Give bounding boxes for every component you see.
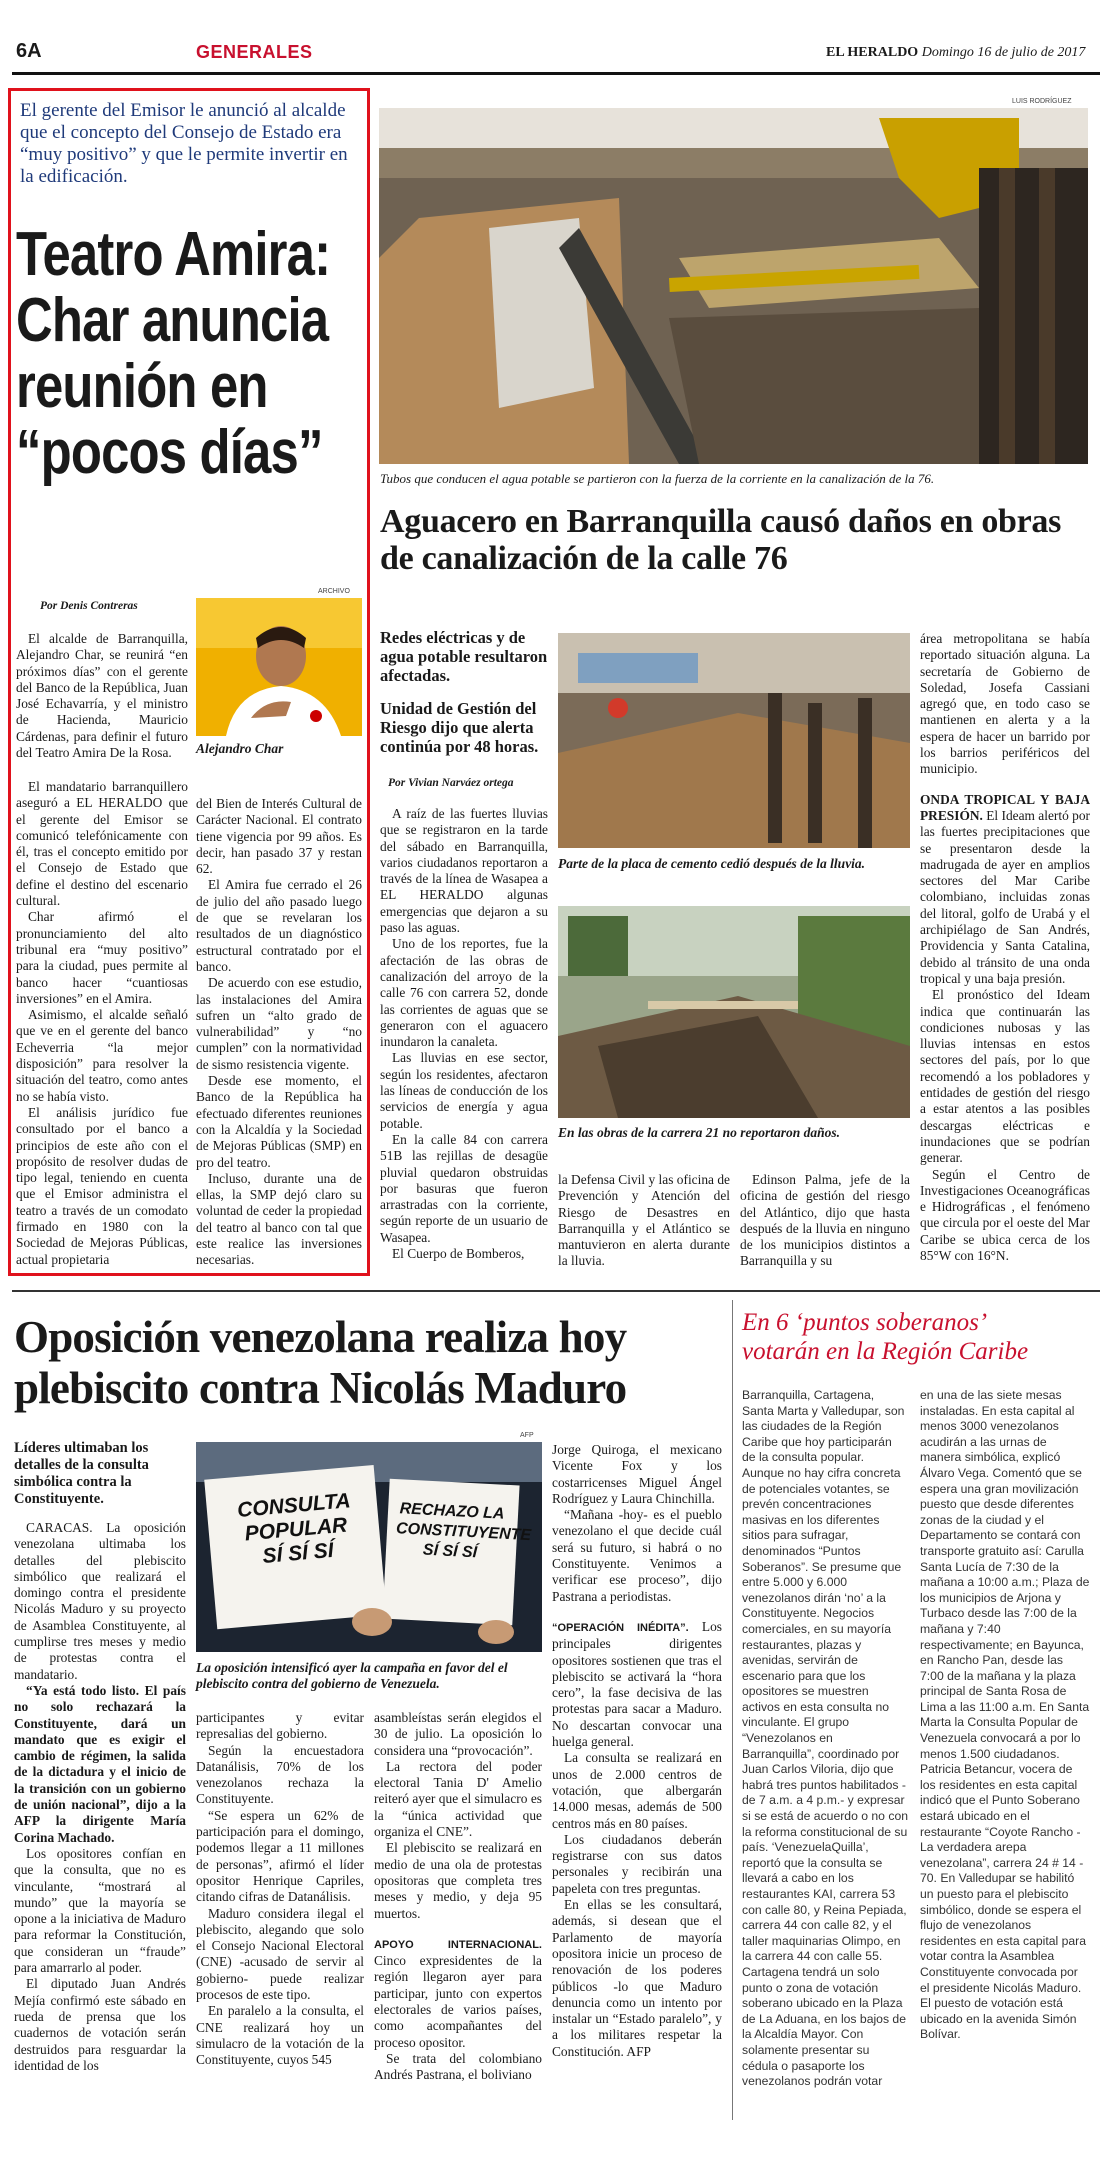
amira-title-line4: “pocos días” (16, 418, 323, 487)
paragraph: Asimismo, el alcalde señaló que ve en el gerente del banco Echeverria “la mejor disposición” para resolver la situación del teatro, como antes no se había visto. (16, 1007, 188, 1104)
kicker-text: El Ideam alertó por las fuertes precipitaciones que se presentaron desde la madrugada de ayer en amplios sectores del Mar Caribe colombiano, incluidas zonas del litoral, golfo de Urabá y el archipiélago de San Andrés, Providencia y Santa Catalina, debido al tránsito de una onda tropical y una baja presión. (920, 807, 1090, 986)
sign-rechazo-constituyente: RECHAZO LA CONSTITUYENTE SÍ SÍ SÍ (395, 1500, 532, 1562)
paragraph: “Ya está todo listo. El país no solo rechazará la Constituyente, dará un mandato que es exigir el cambio de régimen, la salida de la dictadura y el inicio de la transición con un gobierno de unión nacional”, dijo a la AFP la dirigente María Corina Machado. (14, 1682, 186, 1845)
puntos-title-line2: votarán en la Región Caribe (742, 1338, 1029, 1365)
venezuela-column2 (196, 1710, 364, 2069)
paragraph: área metropolitana se había reportado situación alguna. La secretaría de Gobierno de Soledad, Josefa Cassiani agregó que, en todo caso se mantienen en alerta y a la espera de hacer un barrido por los barrios periféricos del municipio. (920, 631, 1090, 777)
paragraph (552, 1619, 722, 1750)
paragraph: El Cuerpo de Bomberos, (392, 1246, 525, 1262)
aguacero-column3-bottom: Edinson Palma, jefe de la oficina de gestión del riesgo del Atlántico, dijo que hasta después de la lluvia en ninguno de los municipios distintos a Barranquilla y su (740, 1172, 910, 1269)
paragraph: Los ciudadanos deberán registrarse con sus datos personales y recibirán una papeleta con tres preguntas. (552, 1831, 722, 1896)
paragraph: El Amira fue cerrado el 26 de julio del año pasado luego de que se revelaran los resultados de un diagnóstico estructural contratado por el banco. (196, 877, 362, 974)
section-divider (12, 1290, 1100, 1292)
carrera21-works-photo (558, 906, 910, 1118)
paragraph: Maduro considera ilegal el plebiscito, alegando que solo el Consejo Nacional Electoral (CNE) -acusado de servir al gobierno- puede realizar procesos de este tipo. (196, 1905, 364, 2003)
masthead (826, 45, 1085, 61)
venezuela-column3 (374, 1710, 542, 2084)
carrera21-caption: En las obras de la carrera 21 no reportaron daños. (558, 1125, 841, 1140)
page-number: 6A (16, 40, 42, 62)
kicker-text: Cinco expresidentes de la región llegaron ayer para participar, junto con expertos electorales de varios países, como acompañantes del proceso opositor. (374, 1953, 542, 2050)
cement-slab-photo (558, 633, 910, 848)
paragraph: El análisis jurídico fue consultado por el banco a principios de este año con el propósito de resolver dudas de tipo legal, teniendo en cuenta que el Emisor administra el teatro a través de un comodato firmado en 1980 con la Sociedad de Mejoras Públicas, actual propietaria (16, 1104, 188, 1267)
amira-title-line3: reunión en (16, 352, 268, 421)
paragraph: participantes y evitar represalias del gobierno. (196, 1710, 364, 1742)
aguacero-column2-bottom: la Defensa Civil y las oficina de Prevención y Atención del Riesgo de Desastres en Barranquilla y el Atlántico se mantuvieron en alerta durante la lluvia. (558, 1172, 730, 1269)
paragraph: La consulta se realizará en unos de 2.000 centros de votación, que albergarán 14.000 mesas, además de 500 centros más en 80 países. (552, 1750, 722, 1831)
section-label: GENERALES (196, 42, 313, 62)
venezuela-subhead: Líderes ultimaban los detalles de la consulta simbólica contra la Constituyente. (14, 1440, 149, 1507)
puntos-headline (742, 1308, 1092, 1366)
onda-tropical-kicker: ONDA TROPICAL Y BAJA PRESIÓN. (920, 791, 1090, 823)
amira-summary: El gerente del Emisor le anunció al alcalde que el concepto del Consejo de Estado era “muy positivo” y que le permite invertir en la edificación. (20, 100, 348, 187)
aguacero-photo-credit: LUIS RODRÍGUEZ (1012, 98, 1072, 105)
canalization-photo-caption: Tubos que conducen el agua potable se partieron con la fuerza de la corriente en la canalización de la 76. (380, 471, 935, 486)
paragraph: asambleístas serán elegidos el 30 de julio. La oposición lo considera una “provocación”. (374, 1710, 542, 1758)
sign-consulta-popular: CONSULTA POPULAR SÍ SÍ SÍ (236, 1489, 352, 1568)
amira-headline (16, 222, 366, 486)
apoyo-internacional-kicker: APOYO INTERNACIONAL. (374, 1938, 542, 1951)
kicker-text: Los principales dirigentes opositores sostienen que tras el plebiscito se activará la “hora cero”, la fase decisiva de las protestas para sacar a Maduro. No descartan convocar una huelga general. (552, 1618, 722, 1750)
aguacero-headline: Aguacero en Barranquilla causó daños en obras de canalización de la calle 76 (380, 503, 1062, 577)
amira-column2 (196, 796, 362, 1269)
paragraph: CARACAS. La oposición venezolana ultimaba los detalles del plebiscito simbólico que realizará el domingo contra el presidente Nicolás Maduro y su proyecto de Asamblea Constituyente, al cumplirse tres meses y medio de protestas contra el mandatario. (14, 1520, 186, 1682)
paragraph: En paralelo a la consulta, el CNE realizará hoy un simulacro de la votación de la Constituyente, cuyos 545 (196, 2003, 364, 2068)
amira-photo-credit: ARCHIVO (318, 588, 350, 595)
paragraph: En ellas se les consultará, además, si desean que el Parlamento de mayoría opositora inicie un proceso de renovación de los poderes públicos -lo que Maduro denuncia como un intento por instalar un “Estado paralelo”, y a los militares respetar la Constitución. AFP (552, 1897, 722, 2059)
paragraph: Los opositores confían en que la consulta, que no es vinculante, “mostrará al mundo” que la mayoría se opone a la iniciativa de Maduro para reformar la Constitución, que consideran un “fraude” para amarrarlo al poder. (14, 1845, 186, 1976)
puntos-box-rule (732, 1300, 733, 2120)
paragraph: De acuerdo con ese estudio, las instalaciones del Amira sufren un “alto grado de vulnerabilidad” y “no cumplen” con la normatividad de sismo resistencia vigente. (196, 975, 362, 1072)
paragraph (920, 792, 1090, 988)
paragraph: El plebiscito se realizará en medio de una ola de protestas opositoras que completa tres meses y medio, y deja 95 muertos. (374, 1840, 542, 1921)
header-rule (12, 72, 1100, 75)
amira-column1-top: El alcalde de Barranquilla, Alejandro Char, se reunirá “en próximos días” con el gerente del Banco de la República, Juan José Echavarría, y el ministro de Hacienda, Mauricio Cárdenas, para definir el futuro del Teatro Amira De la Rosa. (16, 631, 188, 761)
amira-column1-bottom (16, 779, 188, 1268)
aguacero-column1 (380, 806, 548, 1262)
venezuela-column1 (14, 1520, 186, 2074)
paragraph: “Se espera un 62% de participación para el domingo, podemos llegar a 11 millones de personas”, afirmó el líder opositor Henrique Capriles, citando cifras de Datanálisis. (196, 1807, 364, 1905)
aguacero-subhead1: Redes eléctricas y de agua potable resultaron afectadas. (380, 628, 548, 685)
paragraph (374, 1936, 542, 2051)
paragraph: Según el Centro de Investigaciones Oceanográficas e Hidrográficas , el fenómeno que circula por el oeste del Mar Caribe se ubica cerca de los 85°W con 16°N. (920, 1166, 1090, 1263)
paragraph: Se trata del colombiano Andrés Pastrana, el boliviano (374, 2050, 542, 2083)
paragraph: La rectora del poder electoral Tania D' Amelio reiteró ayer que el simulacro es la “única actividad que organiza el CNE”. (374, 1758, 542, 1840)
paragraph: Las lluvias en ese sector, según los residentes, afectaron las líneas de conducción de los servicios de energía y agua potable. (380, 1050, 548, 1131)
paragraph: El pronóstico del Ideam indica que continuarán las condiciones nubosas y las lluvias intensas en estos sectores del país, por lo que recomendó a los pobladores y entidades de gestión del riesgo a estar atentos a las posibles descargas eléctricas e inundaciones que se podrían generar. (920, 987, 1090, 1166)
paragraph: “Mañana -hoy- es el pueblo venezolano el que decide cuál será su futuro, si habrá o no Constituyente. Venimos a verificar ese proceso”, dijo Pastrana a periodistas. (552, 1507, 722, 1604)
paragraph: Según la encuestadora Datanálisis, 70% de los venezolanos rechaza la Constituyente. (196, 1742, 364, 1807)
paragraph: Jorge Quiroga, el mexicano Vicente Fox y los costarricenses Miguel Ángel Rodríguez y Laura Chinchilla. (552, 1442, 722, 1506)
protest-photo-caption: La oposición intensificó ayer la campaña en favor del el plebiscito contra del gobierno de Venezuela. (196, 1660, 508, 1691)
venezuela-column4 (552, 1442, 722, 2060)
aguacero-subhead2: Unidad de Gestión del Riesgo dijo que alerta continúa por 48 horas. (380, 699, 539, 756)
paragraph: Incluso, durante una de ellas, la SMP dejó claro su voluntad de ceder la propiedad del teatro al banco con tal que este realice las inversiones necesarias. (196, 1170, 362, 1268)
cement-slab-caption: Parte de la placa de cemento cedió después de la lluvia. (558, 856, 866, 871)
amira-title-line1: Teatro Amira: (16, 220, 331, 289)
aguacero-column4 (920, 631, 1090, 1264)
venezuela-headline: Oposición venezolana realiza hoy plebiscito contra Nicolás Maduro (14, 1312, 627, 1413)
canalization-photo (379, 108, 1088, 464)
paragraph: El diputado Juan Andrés Mejía confirmó este sábado en rueda de prensa que los cuadernos de votación serán destruidos para resguardar la identidad de los (14, 1976, 186, 2073)
puntos-title-line1: En 6 ‘puntos soberanos’ (742, 1309, 988, 1336)
venezuela-photo-credit: AFP (520, 1432, 534, 1439)
paragraph: En la calle 84 con carrera 51B las rejillas de desagüe pluvial quedaron obstruidas por basuras que fueron arrastradas con la corriente, según reporte de un usuario de Wasapea. (380, 1131, 548, 1245)
puntos-column1: Barranquilla, Cartagena, Santa Marta y Valledupar, son las ciudades de la Región Caribe que hoy participarán de la consulta popular. Aunque no hay cifra concreta de potenciales votantes, se prevén concentraciones masivas en los diferentes sitios para sufragar, denominados “Puntos Soberanos”. Se presume que entre 5.000 y 6.000 venezolanos dirán ‘no’ a la Constituyente. Negocios comerciales, en su mayoría restaurantes, plazas y avenidas, servirán de escenario para que los opositores se muestren activos en esta consulta no vinculante. El grupo “Venezolanos en Barranquilla”, coordinado por Juan Carlos Viloria, dijo que habrá tres puntos habilitados -de 7 a.m. a 4 p.m.- y expresar si se está de acuerdo o no con la reforma constitucional de su país. ‘VenezuelaQuilla’, reportó que la consulta se llevará a cabo en los restaurantes KAI, carrera 53 con calle 80, y Reina Pepiada, carrera 44 con calle 82, y el taller maquinarias Olimpo, en la carrera 44 con calle 55. Cartagena tendrá un solo punto o zona de votación soberano ubicado en la Plaza de La Aduana, en los bajos de la Alcaldía Mayor. Con solamente presentar su cédula o pasaporte los venezolanos podrán votar (742, 1388, 908, 2089)
paragraph: del Bien de Interés Cultural de Carácter Nacional. El contrato tiene vigencia por 99 años. Es decir, han pasado 37 y restan 62. (196, 796, 362, 877)
paragraph: El mandatario barranquillero aseguró a EL HERALDO que el gerente del Emisor se comunicó telefónicamente con él, tras el concepto emitido por el Consejo de Estado que define el destino del escenario cultural. (16, 779, 188, 909)
issue-date: Domingo 16 de julio de 2017 (921, 45, 1086, 60)
operacion-inedita-kicker: “OPERACIÓN INÉDITA”. (552, 1621, 689, 1634)
paragraph: Desde ese momento, el Banco de la República ha efectuado diferentes reuniones con la Alcaldía y la Sociedad de Mejoras Públicas (SMP) en pro del teatro. (196, 1073, 362, 1170)
aguacero-byline: Por Vivian Narváez ortega (388, 777, 514, 789)
amira-photo-caption: Alejandro Char (196, 741, 284, 756)
paper-name: EL HERALDO (826, 45, 919, 60)
amira-byline: Por Denis Contreras (40, 600, 138, 612)
alejandro-char-photo (196, 598, 362, 736)
paragraph: A raíz de las fuertes lluvias que se registraron en la tarde del sábado en Barranquilla, varios ciudadanos reportaron a través de la línea de Wasapea a EL HERALDO algunas emergencias que dejaron a su paso las aguas. (380, 806, 548, 936)
paragraph: Uno de los reportes, fue la afectación de las obras de canalización del arroyo de la calle 76 con carrera 52, donde las corrientes de aguas que se generaron con el aguacero inundaron la canaleta. (380, 936, 548, 1050)
amira-title-line2: Char anuncia (16, 286, 329, 355)
protest-signs-photo (196, 1442, 542, 1652)
paragraph: Char afirmó el pronunciamiento del alto tribunal era “muy positivo” para la ciudad, pues permite al banco hacer “cuantiosas inversiones” en el Amira. (16, 909, 188, 1006)
puntos-column2: en una de las siete mesas instaladas. En esta capital al menos 3000 venezolanos acudirán a las urnas de manera simbólica, explicó Álvaro Vega. Comentó que se espera una gran movilización puesto que desde diferentes zonas de la ciudad y el Departamento se contará con transporte gratuito así: Carulla Santa Lucía de 7:30 de la mañana a 10:00 a.m.; Plaza de los municipios de Arjona y Turbaco desde las 7:00 de la mañana y 7:40 respectivamente; en Bayunca, en Rancho Pan, desde las 7:00 de la mañana y la plaza principal de Santa Rosa de Lima a las 11:00 a.m. En Santa Marta la Consulta Popular de Venezuela convocará a por lo menos 1.500 ciudadanos. Patricia Betancur, vocera de los residentes en esta capital indicó que el Punto Soberano estará ubicado en el restaurante “Coyote Rancho - La verdadera arepa venezolana”, carrera 24 # 14 - 70. En Valledupar se habilitó un puesto para el plebiscito simbólico, donde se espera el flujo de venezolanos residentes en esta capital para votar contra la Asamblea Constituyente convocada por el presidente Nicolás Maduro. El puesto de votación está ubicado en la avenida Simón Bolívar. (920, 1388, 1090, 2042)
